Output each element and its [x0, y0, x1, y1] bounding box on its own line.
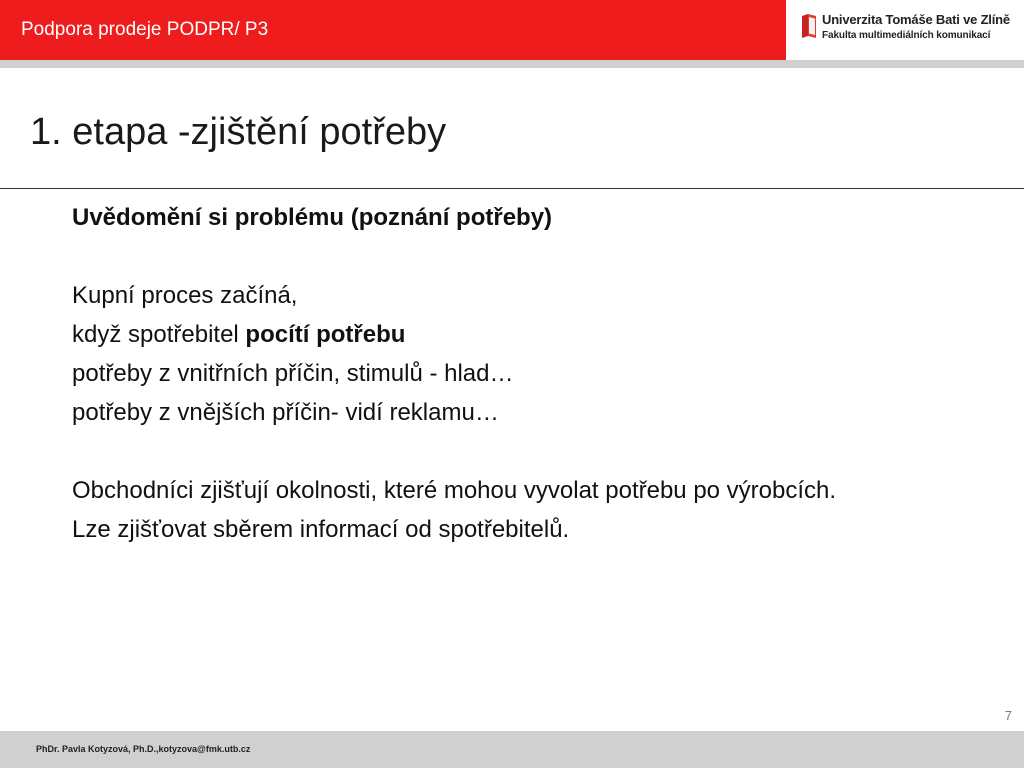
body-text: když spotřebitel — [72, 321, 246, 348]
footer-bar — [0, 731, 1024, 768]
slide-heading: 1. etapa -zjištění potřeby — [30, 111, 447, 153]
body-line: potřeby z vnitřních příčin, stimulů - hlad… — [72, 360, 514, 387]
emphasis-text: pocítí potřebu — [245, 321, 406, 348]
slide-body — [72, 198, 972, 549]
spacer — [72, 432, 972, 471]
university-logo — [786, 0, 1024, 60]
heading-rule — [0, 188, 1024, 189]
course-title: Podpora prodeje PODPR/ P3 — [21, 19, 269, 40]
header-bar — [0, 0, 786, 60]
body-line: potřeby z vnějších příčin- vidí reklamu… — [72, 399, 499, 426]
body-subheading: Uvědomění si problému (poznání potřeby) — [72, 204, 553, 231]
spacer — [72, 237, 972, 276]
body-paragraph: Obchodníci zjišťují okolnosti, které mohou vyvolat potřebu po výrobcích. — [72, 477, 837, 504]
logo-faculty-name: Fakulta multimediálních komunikací — [822, 30, 991, 41]
footer-author: PhDr. Pavla Kotyzová, Ph.D.,kotyzova@fmk.utb.cz — [36, 744, 251, 754]
body-line: Lze zjišťovat sběrem informací od spotřebitelů. — [72, 516, 570, 543]
logo-university-name: Univerzita Tomáše Bati ve Zlíně — [822, 12, 1010, 27]
body-line-with-emphasis — [72, 315, 972, 354]
body-line: Kupní proces začíná, — [72, 282, 298, 309]
book-logo-icon — [802, 14, 816, 38]
header-divider — [0, 60, 1024, 68]
page-number: 7 — [1004, 708, 1012, 723]
